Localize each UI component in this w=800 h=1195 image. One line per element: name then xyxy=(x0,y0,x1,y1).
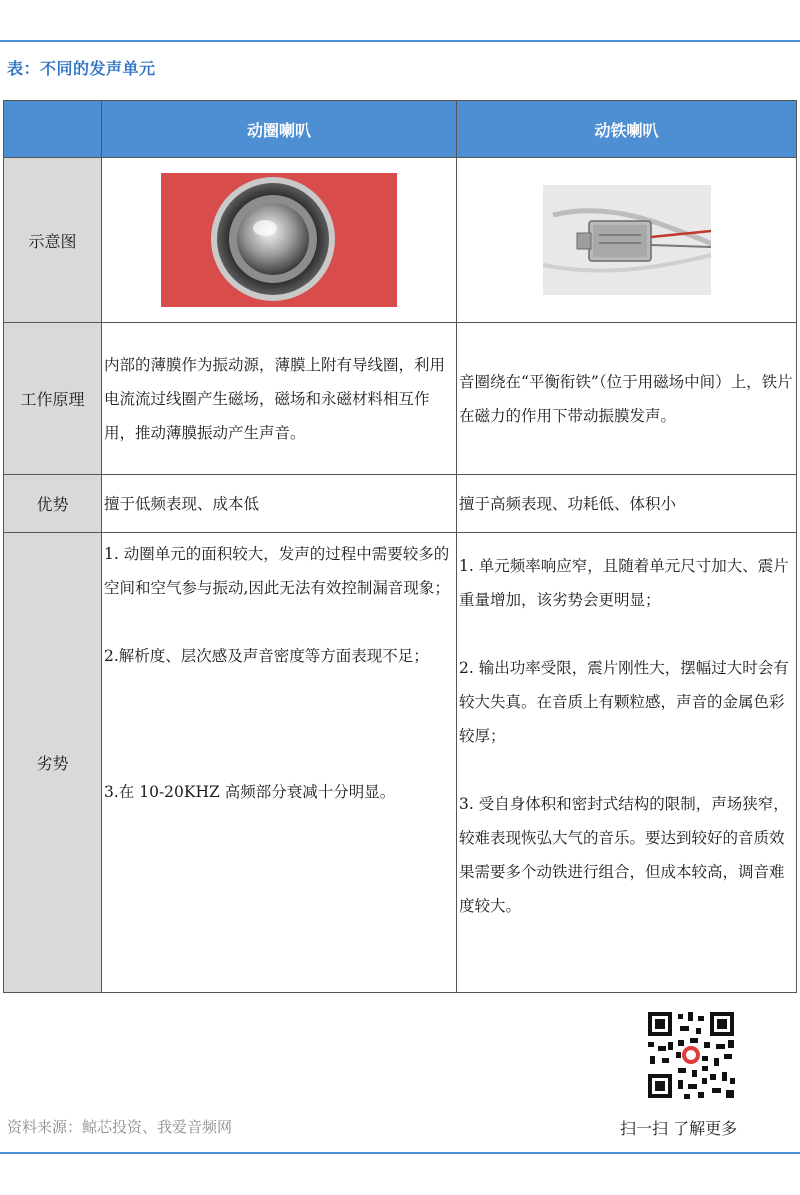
comparison-table xyxy=(3,100,797,993)
row-disadvantage xyxy=(4,533,797,993)
row-label-principle: 工作原理 xyxy=(4,323,102,475)
qr-code[interactable] xyxy=(644,1008,738,1102)
balanced-disadvantage xyxy=(457,533,797,993)
row-label-advantage: 优势 xyxy=(4,475,102,533)
balanced-armature-photo xyxy=(543,185,711,295)
dynamic-disadvantage-2: 2.解析度、层次感及声音密度等方面表现不足； xyxy=(104,647,429,665)
row-label-illustration: 示意图 xyxy=(4,158,102,323)
header-dynamic-speaker: 动圈喇叭 xyxy=(102,101,457,158)
bottom-rule xyxy=(0,1152,800,1154)
balanced-disadvantage-1: 1. 单元频率响应窄，且随着单元尺寸加大、震片重量增加，该劣势会更明显； xyxy=(459,557,789,609)
header-balanced-armature: 动铁喇叭 xyxy=(457,101,797,158)
table-title: 表：不同的发声单元 xyxy=(7,59,156,78)
row-label-disadvantage: 劣势 xyxy=(4,533,102,993)
top-rule xyxy=(0,40,800,42)
dynamic-advantage: 擅于低频表现、成本低 xyxy=(102,475,457,533)
header-row xyxy=(4,101,797,158)
balanced-advantage: 擅于高频表现、功耗低、体积小 xyxy=(457,475,797,533)
header-corner xyxy=(4,101,102,158)
dynamic-disadvantage xyxy=(102,533,457,993)
balanced-disadvantage-2: 2. 输出功率受限，震片刚性大，摆幅过大时会有较大失真。在音质上有颗粒感，声音的金属色彩较厚； xyxy=(459,659,789,745)
dynamic-disadvantage-1: 1. 动圈单元的面积较大，发声的过程中需要较多的空间和空气参与振动,因此无法有效控制漏音现象； xyxy=(104,545,450,597)
dynamic-speaker-photo-cell xyxy=(102,158,457,323)
row-illustration xyxy=(4,158,797,323)
scan-prompt: 扫一扫 了解更多 xyxy=(620,1119,738,1138)
source-note: 资料来源：鲸芯投资、我爱音频网 xyxy=(7,1118,233,1136)
dynamic-speaker-image xyxy=(161,173,397,307)
balanced-principle: 音圈绕在“平衡衔铁”（位于用磁场中间）上，铁片在磁力的作用下带动振膜发声。 xyxy=(457,323,797,475)
row-principle xyxy=(4,323,797,475)
row-advantage xyxy=(4,475,797,533)
balanced-armature-photo-cell xyxy=(457,158,797,323)
dynamic-disadvantage-3: 3.在 10-20KHZ 高频部分衰减十分明显。 xyxy=(104,783,396,801)
dynamic-principle: 内部的薄膜作为振动源，薄膜上附有导线圈，利用电流流过线圈产生磁场，磁场和永磁材料相互作用，推动薄膜振动产生声音。 xyxy=(102,323,457,475)
balanced-armature-image xyxy=(543,185,711,295)
balanced-disadvantage-3: 3. 受自身体积和密封式结构的限制，声场狭窄，较难表现恢弘大气的音乐。要达到较好的音质效果需要多个动铁进行组合，但成本较高，调音难度较大。 xyxy=(459,795,789,915)
qr-code-icon xyxy=(644,1008,738,1102)
dynamic-speaker-photo xyxy=(161,173,397,307)
